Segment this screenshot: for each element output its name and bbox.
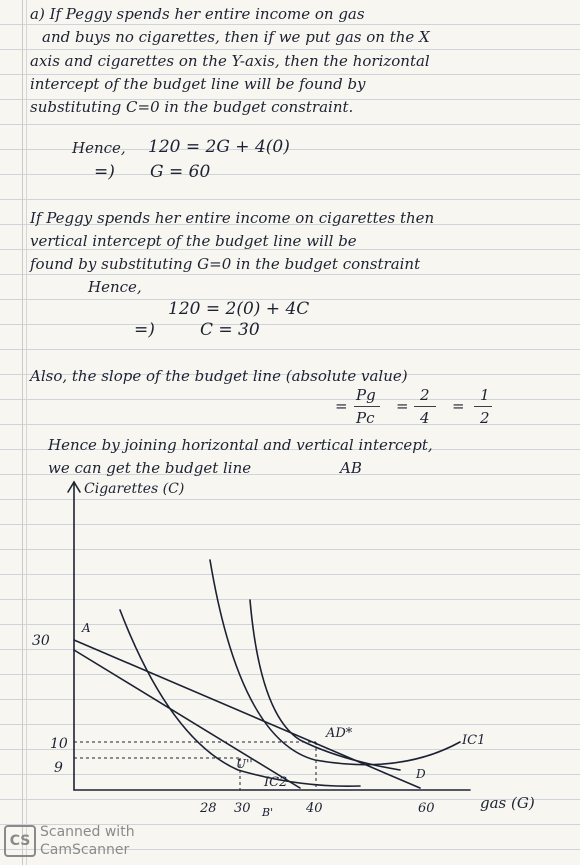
indifference-curve-extra <box>250 600 400 770</box>
graph-labels <box>32 481 535 819</box>
y-tick-30: 30 <box>32 633 50 649</box>
para2-line1: If Peggy spends her entire income on cigarettes then <box>30 209 435 227</box>
para1-line4: intercept of the budget line will be found by <box>30 75 366 93</box>
watermark-line-1: Scanned with <box>40 824 135 840</box>
slope-num-2: 2 <box>420 386 430 404</box>
slope-equals-1: = <box>335 397 348 415</box>
x-tick-30: 30 <box>234 801 251 816</box>
watermark-line-2: CamScanner <box>40 842 130 858</box>
slope-den-pc: Pc <box>356 409 375 427</box>
x-axis-label: gas (G) <box>480 794 535 812</box>
equation-2b-arrow: =) <box>134 320 155 340</box>
hence-label-2: Hence, <box>88 278 142 296</box>
point-a-label: A <box>82 621 91 635</box>
budget-line-ab-prime <box>74 650 300 788</box>
equation-1b-arrow: =) <box>94 162 115 182</box>
y-tick-9: 9 <box>54 760 63 776</box>
y-tick-10: 10 <box>50 736 68 752</box>
equation-1a: 120 = 2G + 4(0) <box>148 137 290 157</box>
ic2-label: IC2 <box>264 775 288 790</box>
slope-den-2: 2 <box>480 409 490 427</box>
point-d-label: D <box>416 767 426 781</box>
hence-label-1: Hence, <box>72 139 126 157</box>
para2-line2: vertical intercept of the budget line will be <box>30 232 357 250</box>
x-tick-28: 28 <box>200 801 217 816</box>
budget-line-label: AB <box>340 459 362 477</box>
equation-2a: 120 = 2(0) + 4C <box>168 299 310 319</box>
camscanner-watermark <box>0 815 200 860</box>
slope-den-4: 4 <box>420 409 430 427</box>
x-tick-40: 40 <box>306 801 323 816</box>
equation-1b: G = 60 <box>150 162 211 182</box>
x-tick-60: 60 <box>418 801 435 816</box>
para3-line2: we can get the budget line <box>48 459 252 477</box>
watermark-text <box>40 823 135 859</box>
slope-line: Also, the slope of the budget line (absolute value) <box>30 367 408 385</box>
slope-num-1: 1 <box>480 386 490 404</box>
camscanner-logo: CS <box>4 825 36 857</box>
para1-line3: axis and cigarettes on the Y-axis, then the horizontal <box>30 52 430 70</box>
para1-line1: a) If Peggy spends her entire income on gas <box>30 5 365 23</box>
y-axis-label: Cigarettes (C) <box>84 481 185 497</box>
ic1-label: IC1 <box>462 733 486 748</box>
slope-equals-3: = <box>452 397 465 415</box>
para2-line3: found by substituting G=0 in the budget constraint <box>30 255 421 273</box>
para1-line5: substituting C=0 in the budget constraint. <box>30 98 354 116</box>
para3-line1: Hence by joining horizontal and vertical intercept, <box>48 436 433 454</box>
equation-2b: C = 30 <box>200 320 260 340</box>
para1-line2: and buys no cigarettes, then if we put gas on the X <box>42 28 430 46</box>
point-u-label: U'' <box>236 757 253 771</box>
point-ad-label: AD* <box>326 726 353 741</box>
slope-equals-2: = <box>396 397 409 415</box>
point-b-prime-label: B' <box>262 806 274 819</box>
slope-num-pg: Pg <box>356 386 376 404</box>
